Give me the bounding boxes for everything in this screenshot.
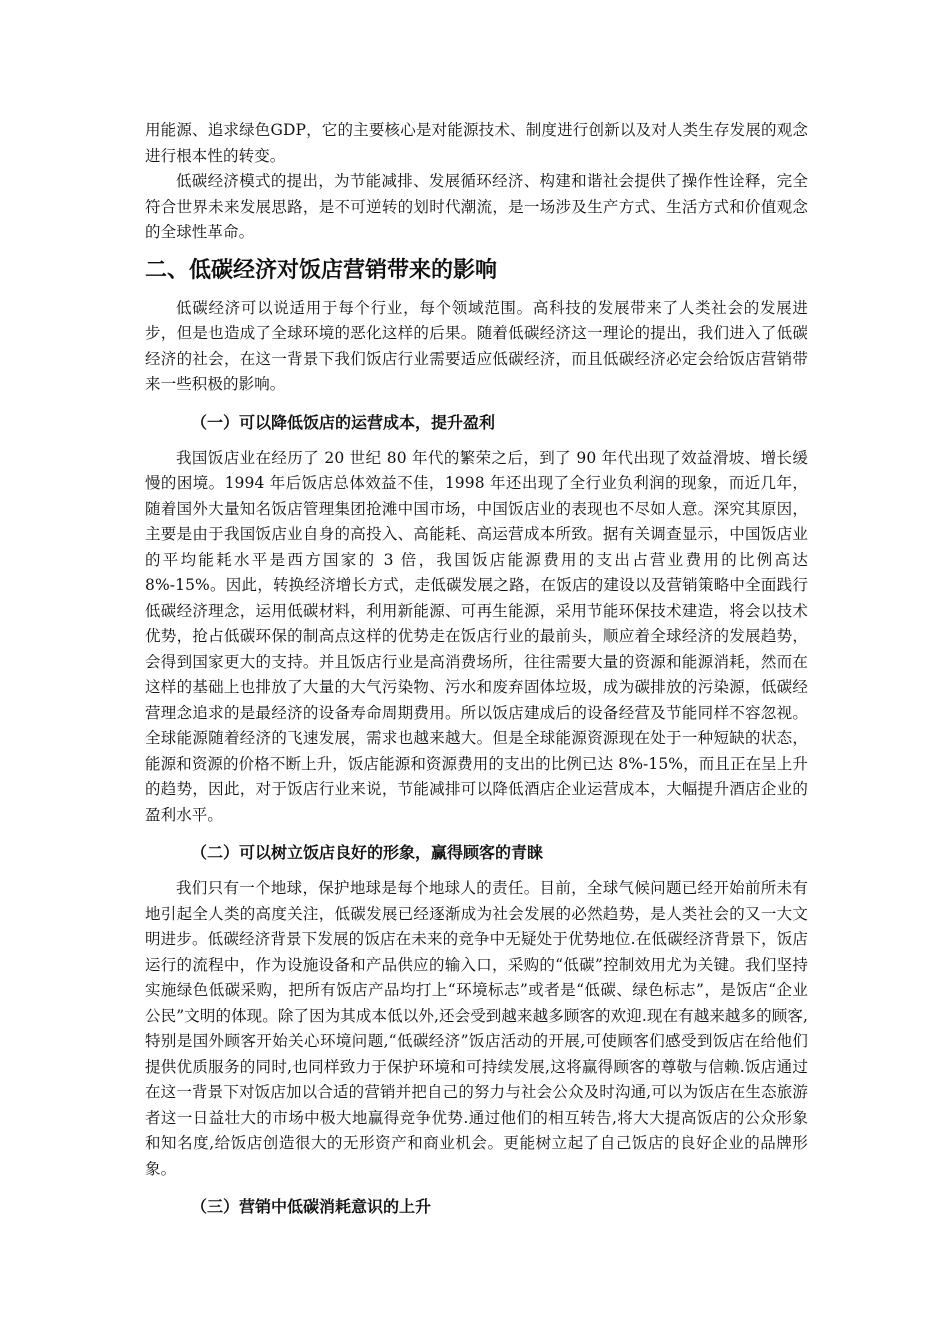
subsection-3-heading: （三）营销中低碳消耗意识的上升	[191, 1197, 432, 1216]
section-2-intro-paragraph: 低碳经济可以说适用于每个行业，每个领域范围。高科技的发展带来了人类社会的发展进步，但是也造成了全球环境的恶化这样的后果。随着低碳经济这一理论的提出，我们进入了低碳经济的社会，在这一背景下我们饭店行业需要适应低碳经济，而且低碳经济必定会给饭店营销带来一些积极的影响。	[145, 298, 808, 393]
subsection-2-heading: （二）可以树立饭店良好的形象，赢得顾客的青睐	[191, 843, 544, 862]
document-page	[145, 118, 808, 1230]
intro-paragraph-1: 用能源、追求绿色GDP，它的主要核心是对能源技术、制度进行创新以及对人类生存发展的观念进行根本性的转变。	[145, 121, 808, 165]
subsection-2-paragraph: 我们只有一个地球，保护地球是每个地球人的责任。目前，全球气候问题已经开始前所未有地引起全人类的高度关注，低碳发展已经逐渐成为社会发展的必然趋势，是人类社会的又一大文明进步。低碳经济背景下发展的饭店在未来的竞争中无疑处于优势地位.在低碳经济背景下，饭店运行的流程中，作为设施设备和产品供应的输入口，采购的“低碳”控制效用尤为关键。我们坚持实施绿色低碳采购，把所有饭店产品均打上“环境标志”或者是“低碳、绿色标志”，是饭店“企业公民”文明的体现。除了因为其成本低以外,还会受到越来越多顾客的欢迎.现在有越来越多的顾客,特别是国外顾客开始关心环境问题,“低碳经济”饭店活动的开展,可使顾客们感受到饭店在给他们提供优质服务的同时,也同样致力于保护环境和可持续发展,这将赢得顾客的尊敬与信赖.饭店通过在这一背景下对饭店加以合适的营销并把自己的努力与社会公众及时沟通,可以为饭店在生态旅游者这一日益壮大的市场中极大地赢得竞争优势.通过他们的相互转告,将大大提高饭店的公众形象和知名度,给饭店创造很大的无形资产和商业机会。更能树立起了自己饭店的良好企业的品牌形象。	[145, 879, 808, 1178]
subsection-1-heading: （一）可以降低饭店的运营成本，提升盈利	[191, 412, 496, 432]
intro-paragraph-2: 低碳经济模式的提出，为节能减排、发展循环经济、构建和谐社会提供了操作性诠释，完全符合世界未来发展思路，是不可逆转的划时代潮流，是一场涉及生产方式、生活方式和价值观念的全球性革命。	[145, 172, 808, 241]
section-2-heading: 二、低碳经济对饭店营销带来的影响	[145, 257, 498, 283]
subsection-1-paragraph: 我国饭店业在经历了 20 世纪 80 年代的繁荣之后，到了 90 年代出现了效益滑坡、增长缓慢的困境。1994 年后饭店总体效益不佳，1998 年还出现了全行业负利润的现象，而近几年，随着国外大量知名饭店管理集团抢滩中国市场，中国饭店业的表现也不尽如人意。深究其原因，主要是由于我国饭店业自身的高投入、高能耗、高运营成本所致。据有关调查显示，中国饭店业的平均能耗水平是西方国家的 3 倍，我国饭店能源费用的支出占营业费用的比例高达 8%-15%。因此，转换经济增长方式，走低碳发展之路，在饭店的建设以及营销策略中全面践行低碳经济理念，运用低碳材料，利用新能源、可再生能源，采用节能环保技术建造，将会以技术优势，抢占低碳环保的制高点这样的优势走在饭店行业的最前头，顺应着全球经济的发展趋势，会得到国家更大的支持。并且饭店行业是高消费场所，往往需要大量的资源和能源消耗，然而在这样的基础上也排放了大量的大气污染物、污水和废弃固体垃圾，成为碳排放的污染源，低碳经营理念追求的是最经济的设备寿命周期费用。所以饭店建成后的设备经营及节能同样不容忽视。全球能源随着经济的飞速发展，需求也越来越大。但是全球能源资源现在处于一种短缺的状态，能源和资源的价格不断上升，饭店能源和资源费用的支出的比例已达 8%-15%，而且正在呈上升的趋势，因此，对于饭店行业来说，节能减排可以降低酒店企业运营成本，大幅提升酒店企业的盈利水平。	[145, 448, 808, 824]
